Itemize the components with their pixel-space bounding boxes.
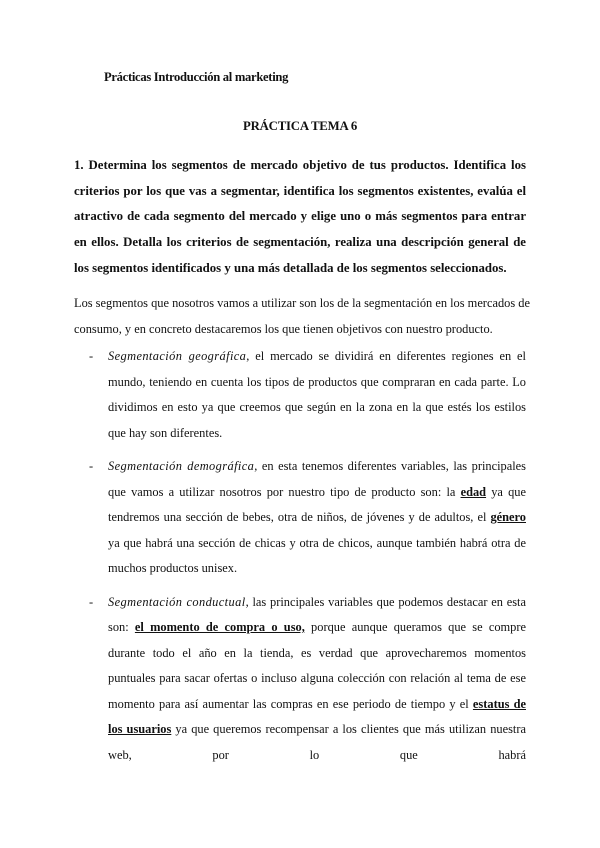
bullet-dash: - [89,349,94,363]
bullet-dash: - [89,459,94,473]
intro-line: consumo, y en concreto destacaremos los que tienen objetivos con nuestro producto. [74,321,493,336]
page-title: PRÁCTICA TEMA 6 [242,119,358,133]
question-text: 1. Determina los segmentos de mercado objetivo de tus productos. Identifica los criterios por los que vas a segmentar, identifica los segmentos existentes, evalúa el atractivo de cada segmento del mercado y elige uno o más segmentos para entrar en ellos. Detalla los criterios de segmentación, realiza una descripción general de los segmentos identificados y una más detallada de los segmentos seleccionados. [74,158,526,275]
segment-term: Segmentación conductual [108,594,246,609]
highlight-variable: género [490,510,526,524]
intro-line: Los segmentos que nosotros vamos a utilizar son los de la segmentación en los mercados de [74,296,530,310]
list-item-behavioral [74,590,527,762]
list-item-geographic [74,344,526,446]
segment-term: Segmentación geográfica [108,349,247,363]
list-item-demographic [74,454,526,582]
bullet-dash: - [89,594,94,609]
segment-description: , las principales variables que podemos destacar en esta son: [108,594,527,634]
segment-term: Segmentación demográfica [108,459,255,473]
intro-paragraph [74,291,530,342]
page-header: Prácticas Introducción al marketing [104,70,289,84]
highlight-variable: edad [460,484,487,499]
highlight-variable: el momento de compra o uso, [134,620,305,634]
segment-description: porque aunque queramos que se compre durante todo el año en la tienda, es verdad que aprovecharemos momentos puntuales para sacar ofertas o incluso alguna colección con relación al tema de ese momento para así aumentar las compras en ese periodo de tiempo y el [108,620,526,711]
segment-list [74,344,527,762]
segment-description: , el mercado se dividirá en diferentes regiones en el mundo, teniendo en cuenta los tipos de productos que compraran en cada parte. Lo dividimos en esto ya que creemos que según en la zona en la que estés los estilos que hay son diferentes. [108,349,526,440]
segment-description: ya que queremos recompensar a los clientes que más utilizan nuestra web, por lo que habrá [108,722,526,762]
segment-description: ya que habrá una sección de chicas y otra de chicos, aunque también habrá otra de muchos productos unisex. [108,535,526,575]
segment-description: ya que tendremos una sección de bebes, otra de niños, de jóvenes y de adultos, el [108,484,527,524]
segment-description: , en esta tenemos diferentes variables, las principales que vamos a utilizar nosotros por nuestro tipo de producto son: la [108,459,526,499]
highlight-variable: estatus de los usuarios [108,696,526,736]
